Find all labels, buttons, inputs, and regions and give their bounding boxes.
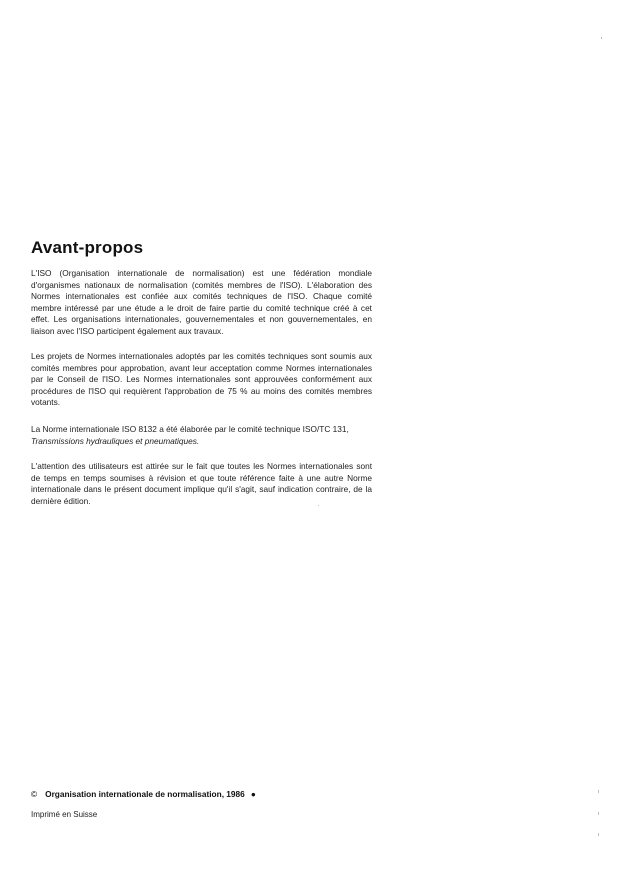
committee-title-text: Transmissions hydrauliques et pneumatiques. bbox=[31, 435, 200, 446]
printed-in-line: Imprimé en Suisse bbox=[31, 810, 98, 819]
scan-speck bbox=[598, 790, 599, 793]
scan-speck bbox=[598, 812, 599, 815]
section-heading: Avant-propos bbox=[31, 238, 144, 257]
paragraph-revision-notice: L'attention des utilisateurs est attirée sur le fait que toutes les Normes internationales sont de temps en temps soumises à révision et que toute référence faite à une autre Norme internationale dans le présent document implique qu'il s'agit, sauf indication contraire, de la dernière édition. bbox=[31, 461, 372, 506]
paragraph-iso-overview: L'ISO (Organisation internationale de normalisation) est une fédération mondiale d'organismes nationaux de normalisation (comités membres de l'ISO). L'élaboration des Normes internationales est confiée aux comités techniques de l'ISO. Chaque comité membre intéressé par une étude a le droit de faire partie du comité technique créé à cet effet. Les organisations internationales, gouvernementales et non gouvernementales, en liaison avec l'ISO participent également aux travaux. bbox=[31, 268, 372, 336]
committee-intro-text: La Norme internationale ISO 8132 a été élaborée par le comité technique ISO/TC 131, bbox=[31, 424, 349, 434]
scan-speck bbox=[601, 37, 602, 39]
copyright-line bbox=[31, 789, 256, 799]
paragraph-committee bbox=[31, 424, 372, 447]
bullet-icon: ● bbox=[250, 789, 256, 799]
copyright-text: Organisation internationale de normalisation, 1986 bbox=[45, 789, 245, 799]
paragraph-approval: Les projets de Normes internationales adoptés par les comités techniques sont soumis aux comités membres pour approbation, avant leur acceptation comme Normes internationales par le Conseil de l'ISO. Les Normes internationales sont approuvées conformément aux procédures de l'ISO qui requièrent l'approbation de 75 % au moins des comités membres votants. bbox=[31, 351, 372, 408]
scan-speck bbox=[598, 833, 599, 836]
scan-speck bbox=[318, 505, 319, 506]
copyright-symbol: © bbox=[31, 789, 38, 799]
